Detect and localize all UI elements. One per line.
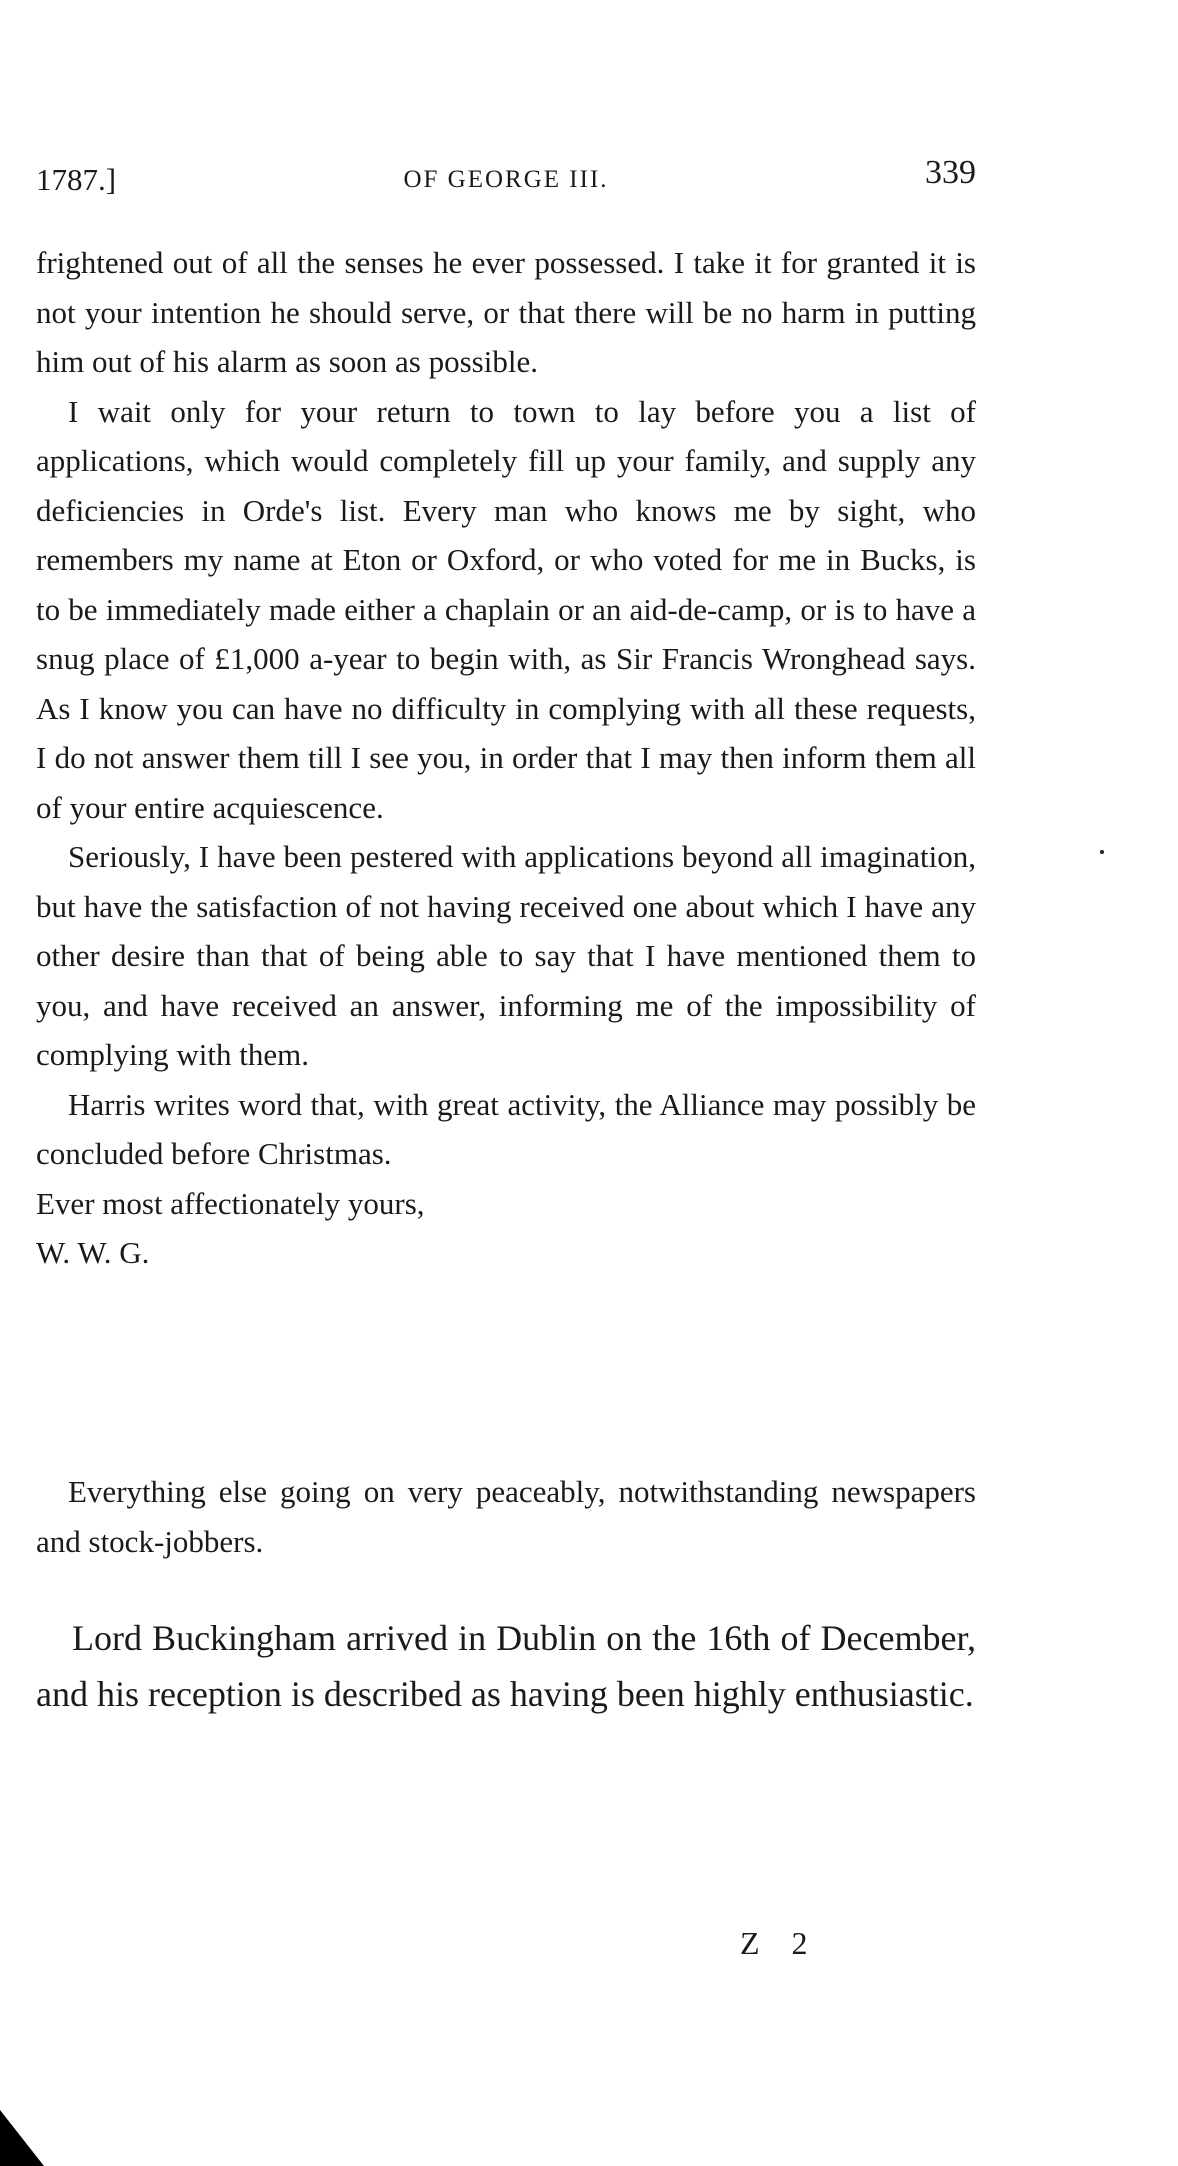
narrative-paragraph: Lord Buckingham arrived in Dublin on the 16th of December, and his reception is described as having been highly enthusiastic. [36, 1618, 976, 1714]
corner-triangle-mark [0, 2110, 44, 2166]
margin-speck [1100, 850, 1104, 854]
page-number: 339 [925, 154, 976, 191]
running-head-year: 1787.] [36, 162, 117, 197]
printer-signature-mark: Z 2 [740, 1925, 820, 1961]
letter-signature: W. W. G. [36, 1235, 150, 1270]
letter-paragraph-2: I wait only for your return to town to lay before you a list of applications, which would completely fill up your family, and supply any deficiencies in Orde's list. Every man who knows me by sight, who remembers my name at Eton or Oxford, or who voted for me in Bucks, is to be immediately made either a chaplain or an aid-de-camp, or is to have a snug place of £1,000 a-year to begin with, as Sir Francis Wronghead says. As I know you can have no difficulty in complying with all these requests, I do not answer them till I see you, in order that I may then inform them all of your entire acquiescence. [36, 393, 976, 825]
letter-closing: Ever most affectionately yours, [36, 1185, 425, 1221]
letter-paragraph-4: Harris writes word that, with great activity, the Alliance may possibly be concluded before Christmas. [36, 1086, 976, 1171]
letter-paragraph-3: Seriously, I have been pestered with applications beyond all imagination, but have the satisfaction of not having received one about which I have any other desire than that of being able to say that I have mentioned them to you, and have received an answer, informing me of the impossibility of complying with them. [36, 839, 976, 1072]
running-head [36, 150, 976, 210]
letter-paragraph-1: frightened out of all the senses he ever possessed. I take it for granted it is not your intention he should serve, or that there will be no harm in putting him out of his alarm as soon as possible. [36, 245, 976, 379]
postscript: Everything else going on very peaceably, notwithstanding newspapers and stock-jobbers. [36, 1474, 976, 1559]
running-head-title: OF GEORGE III. [403, 166, 609, 193]
letter-body [36, 238, 976, 1278]
